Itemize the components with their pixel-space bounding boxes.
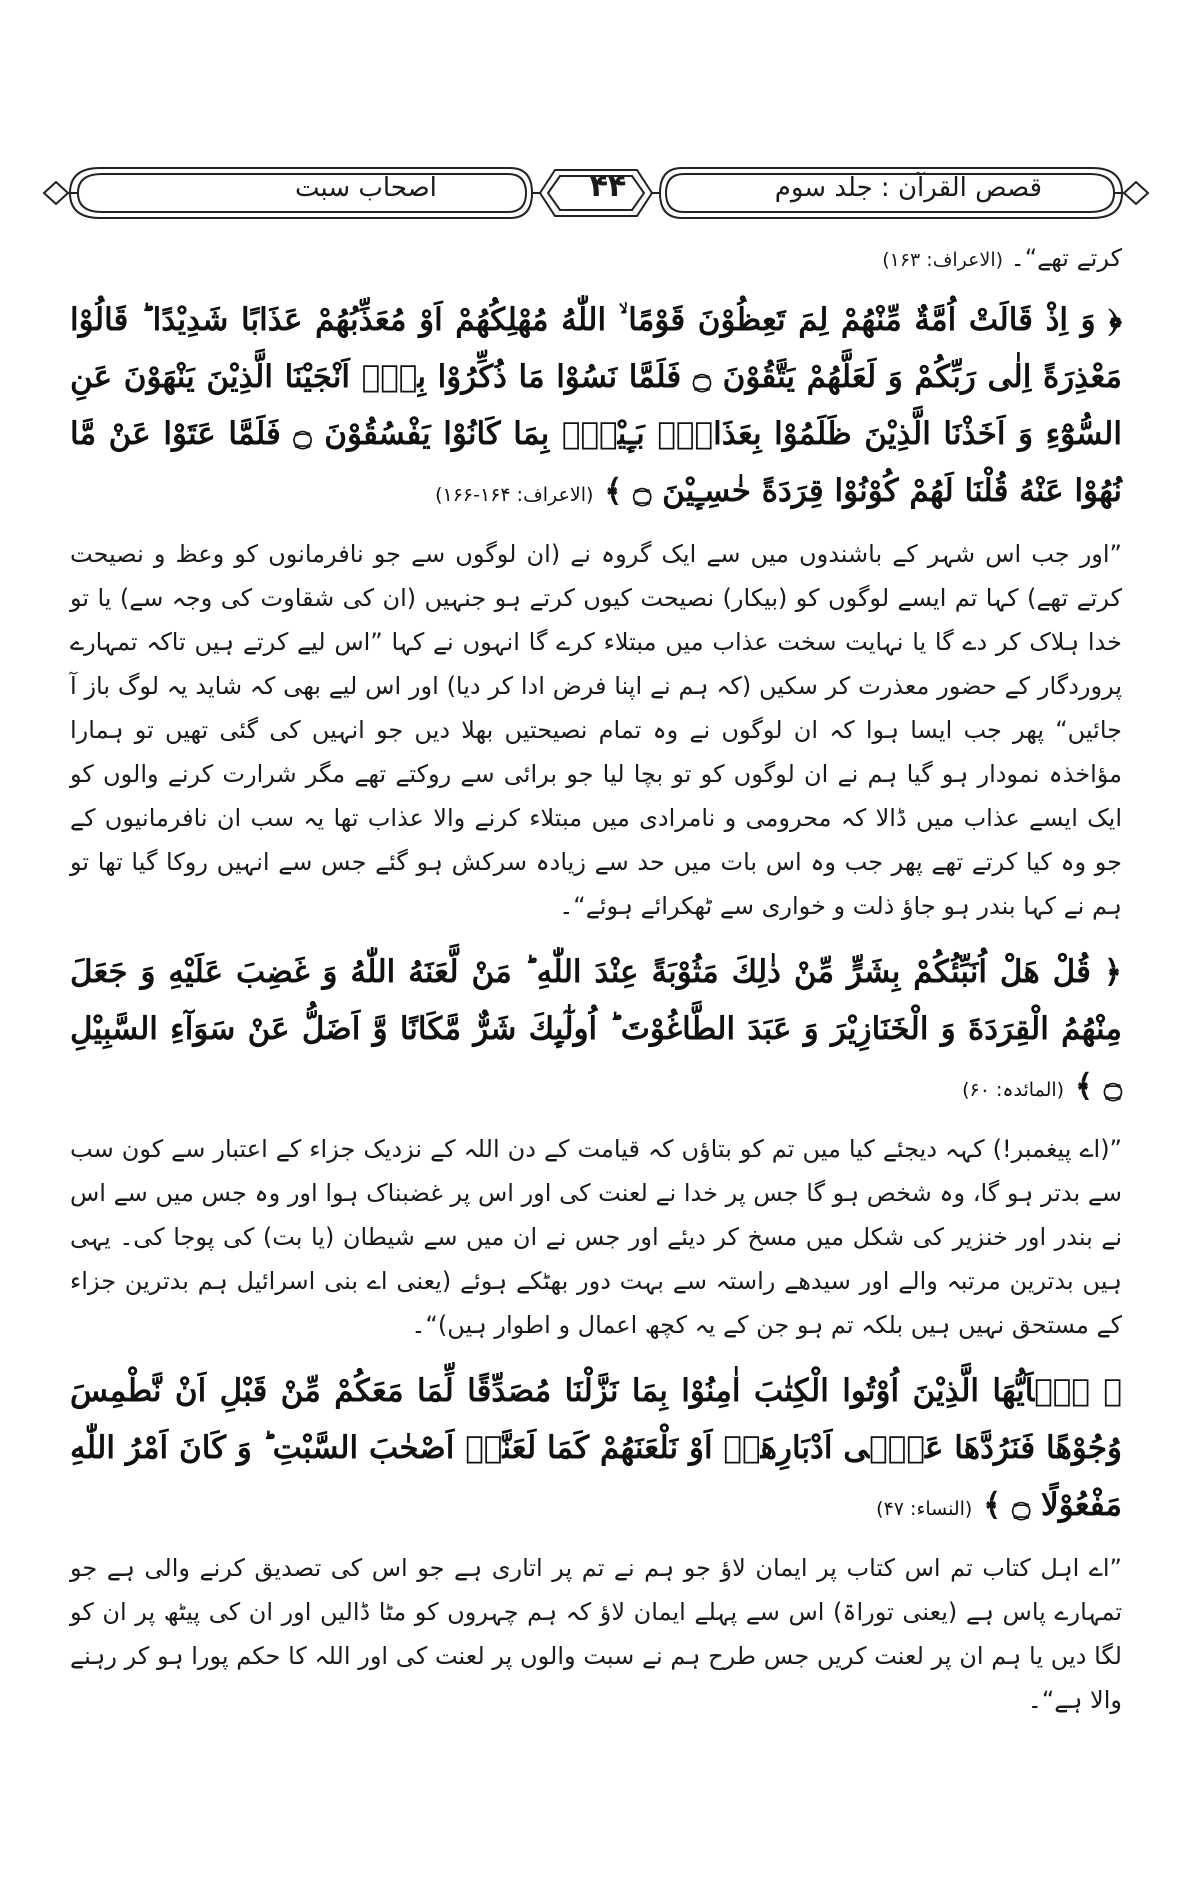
page-header bbox=[40, 160, 1152, 226]
page-content bbox=[70, 236, 1122, 1722]
verse-text: ﴿ يٰۤاَيُّهَا الَّذِيْنَ اُوْتُوا الْكِتٰبَ اٰمِنُوْا بِمَا نَزَّلْنَا مُصَدِّقًا لِّمَا مَعَكُمْ مِّنْ قَبْلِ اَنْ نَّطْمِسَ وُجُوْهًا فَنَرُدَّهَا عَلٰۤى اَدْبَارِهَاۤ اَوْ نَلْعَنَهُمْ كَمَا لَعَنَّاۤ اَصْحٰبَ السَّبْتِ ؕ وَ كَانَ اَمْرُ اللّٰهِ مَفْعُوْلًا ۝ ﴾ bbox=[70, 1373, 1122, 1523]
chapter-title: اصحاب سبت bbox=[295, 173, 437, 203]
urdu-translation: ”اور جب اس شہر کے باشندوں میں سے ایک گروہ نے (ان لوگوں سے جو نافرمانوں کو وعظ و نصیحت کرتے تھے) کہا تم ایسے لوگوں کو (بیکار) نصیحت کیوں کرتے ہو جنہیں (ان کی شقاوت کی وجہ سے) یا تو خدا ہلاک کر دے گا یا نہایت سخت عذاب میں مبتلاء کرے گا انہوں نے کہا ”اس لیے کرتے ہیں تاکہ تمہارے پروردگار کے حضور معذرت کر سکیں (کہ ہم نے اپنا فرض ادا کر دیا) اور اس لیے بھی کہ شاید یہ لوگ باز آ جائیں“ پھر جب ایسا ہوا کہ ان لوگوں نے وہ تمام نصیحتیں بھلا دیں جو انہیں کی گئی تھیں تو ہمارا مؤاخذہ نمودار ہو گیا ہم نے ان لوگوں کو تو بچا لیا جو برائی سے روکتے تھے مگر شرارت کرنے والوں کو ایک ایسے عذاب میں ڈالا کہ محرومی و نامرادی میں مبتلاء کرنے والا عذاب تھا یہ سب ان نافرمانیوں کے جو وہ کیا کرتے تھے پھر جب وہ اس بات میں حد سے زیادہ سرکش ہو گئے جس سے انہیں روکا گیا تھا تو ہم نے کہا بندر ہو جاؤ ذلت و خواری سے ٹھکرائے ہوئے“۔ bbox=[70, 540, 1122, 920]
book-title: قصص القرآن : جلد سوم bbox=[774, 173, 1042, 203]
quran-verse bbox=[70, 292, 1122, 524]
urdu-translation: ”اے اہل کتاب تم اس کتاب پر ایمان لاؤ جو ہم نے تم پر اتاری ہے جو اس کی تصدیق کرنے والی ہے جو تمہارے پاس ہے (یعنی توراۃ) اس سے پہلے ایمان لاؤ کہ ہم چہروں کو مٹا ڈالیں اور ان کی پیٹھ پر ان کو لگا دیں یا ہم ان پر لعنت کریں جس طرح ہم نے سبت والوں پر لعنت کی اور اللہ کا حکم پورا ہو کر رہنے والا ہے“۔ bbox=[70, 1554, 1122, 1714]
verse-reference: (المائدہ: ۶۰) bbox=[962, 1079, 1065, 1101]
opening-line bbox=[70, 236, 1122, 282]
verse-reference: (الاعراف: ۱۶۴-۱۶۶) bbox=[435, 484, 594, 506]
verse-reference: (النساء: ۴۷) bbox=[876, 1498, 973, 1520]
verse-text: ﴿ قُلْ هَلْ اُنَبِّئُكُمْ بِشَرٍّ مِّنْ ذٰلِكَ مَثُوْبَةً عِنْدَ اللّٰهِ ؕ مَنْ لَّعَنَهُ اللّٰهُ وَ غَضِبَ عَلَيْهِ وَ جَعَلَ مِنْهُمُ الْقِرَدَةَ وَ الْخَنَازِيْرَ وَ عَبَدَ الطَّاغُوْتَ ؕ اُولٰٓىِٕكَ شَرٌّ مَّكَانًا وَّ اَضَلُّ عَنْ سَوَآءِ السَّبِيْلِ ۝ ﴾ bbox=[70, 954, 1122, 1104]
urdu-translation: ”(اے پیغمبر!) کہہ دیجئے کیا میں تم کو بتاؤں کہ قیامت کے دن اللہ کے نزدیک جزاء کے اعتبار سے کون سب سے بدتر ہو گا، وہ شخص ہو گا جس پر خدا نے لعنت کی اور اس پر غضبناک ہوا اور وہ جس میں سے اس نے بندر اور خنزیر کی شکل میں مسخ کر دیئے اور جس نے ان میں سے شیطان (یا بت) کی پوجا کی۔ یہی ہیں بدترین مرتبہ والے اور سیدھے راستہ سے بہت دور بھٹکے ہوئے (یعنی اے بنی اسرائیل ہم بدترین جزاء کے مستحق نہیں ہیں بلکہ تم ہو جن کے یہ کچھ اعمال و اطوار ہیں)“۔ bbox=[70, 1135, 1122, 1339]
opening-text: کرتے تھے“۔ bbox=[1010, 244, 1122, 272]
page-number: ۴۴ bbox=[589, 169, 627, 204]
verse-reference: (الاعراف: ۱۶۳) bbox=[882, 249, 1004, 271]
quran-verse bbox=[70, 1363, 1122, 1538]
verse-text: ﴿ وَ اِذْ قَالَتْ اُمَّةٌ مِّنْهُمْ لِمَ تَعِظُوْنَ قَوْمًا ۙ اللّٰهُ مُهْلِكُهُمْ اَوْ مُعَذِّبُهُمْ عَذَابًا شَدِيْدًا ؕ قَالُوْا مَعْذِرَةً اِلٰى رَبِّكُمْ وَ لَعَلَّهُمْ يَتَّقُوْنَ ۝ فَلَمَّا نَسُوْا مَا ذُكِّرُوْا بِهٖۤ اَنْجَيْنَا الَّذِيْنَ يَنْهَوْنَ عَنِ السُّوْٓءِ وَ اَخَذْنَا الَّذِيْنَ ظَلَمُوْا بِعَذَابٍۭ بَـِٕيْسٍۭ بِمَا كَانُوْا يَفْسُقُوْنَ ۝ فَلَمَّا عَتَوْا عَنْ مَّا نُهُوْا عَنْهُ قُلْنَا لَهُمْ كُوْنُوْا قِرَدَةً خٰسِـِٕيْنَ ۝ ﴾ bbox=[70, 302, 1123, 509]
quran-verse bbox=[70, 944, 1122, 1119]
